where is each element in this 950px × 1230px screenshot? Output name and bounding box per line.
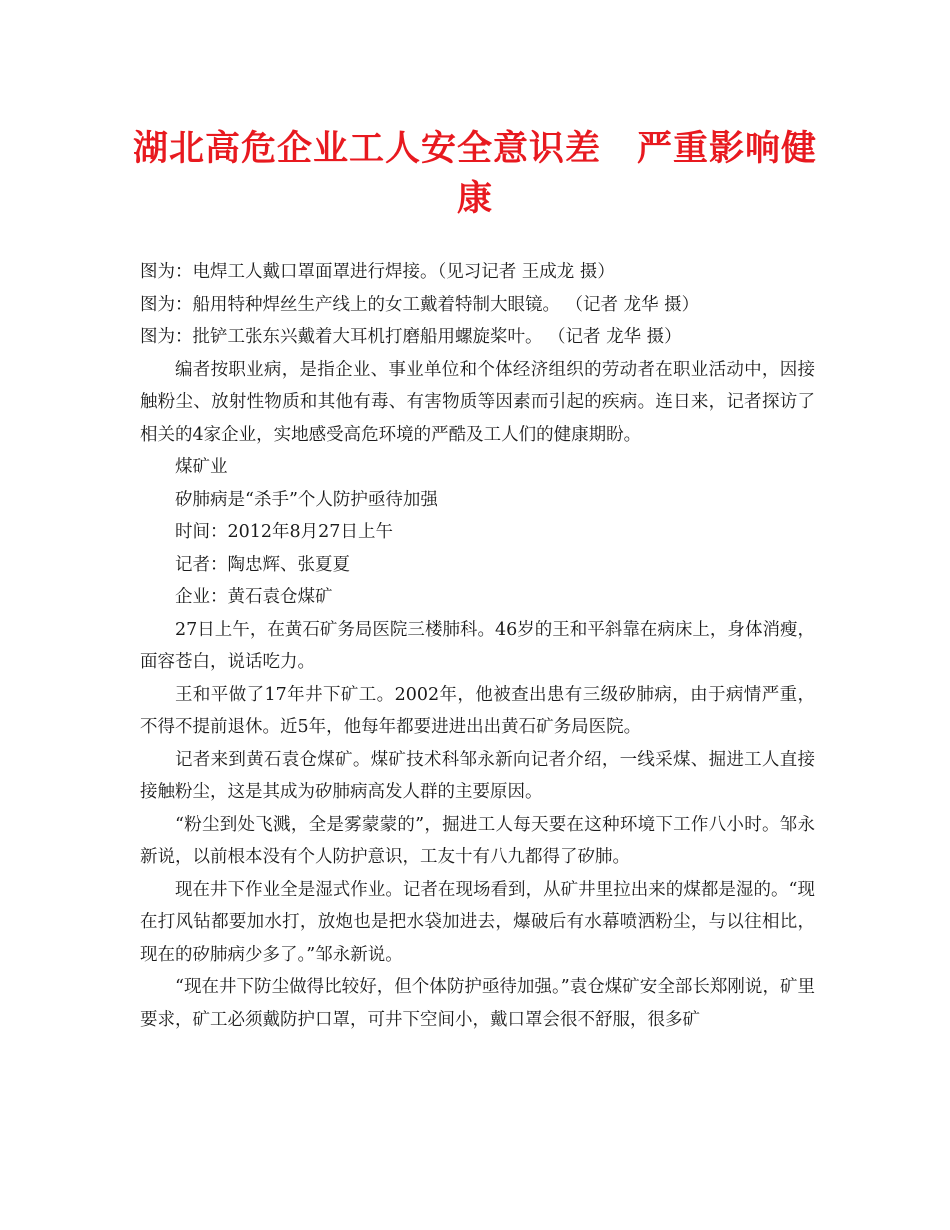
document-title — [120, 124, 830, 224]
body-paragraph: 27日上午，在黄石矿务局医院三楼肺科。46岁的王和平斜靠在病床上，身体消瘦，面容苍白，说话吃力。 — [140, 619, 815, 672]
section-heading-industry: 煤矿业 — [175, 457, 228, 477]
image-caption-3: 图为：批铲工张东兴戴着大耳机打磨船用螺旋桨叶。 （记者 龙华 摄） — [140, 327, 682, 347]
body-paragraph: 记者来到黄石袁仓煤矿。煤矿技术科邹永新向记者介绍，一线采煤、掘进工人直接接触粉尘，这是其成为矽肺病高发人群的主要原因。 — [140, 749, 815, 802]
body-paragraph: 王和平做了17年井下矿工。2002年，他被查出患有三级矽肺病，由于病情严重，不得不提前退休。近5年，他每年都要进进出出黄石矿务局医院。 — [140, 684, 815, 737]
image-caption-2: 图为：船用特种焊丝生产线上的女工戴着特制大眼镜。 （记者 龙华 摄） — [140, 294, 700, 315]
section-subtitle: 矽肺病是“杀手”个人防护亟待加强 — [175, 489, 438, 510]
title-line-1: 湖北高危企业工人安全意识差 严重影响健 — [132, 128, 817, 169]
editor-note-paragraph: 编者按职业病，是指企业、事业单位和个体经济组织的劳动者在职业活动中，因接触粉尘、放射性物质和其他有毒、有害物质等因素而引起的疾病。连日来，记者探访了相关的4家企业，实地感受高危环境的严酷及工人们的健康期盼。 — [140, 359, 815, 445]
body-paragraph: 现在井下作业全是湿式作业。记者在现场看到，从矿井里拉出来的煤都是湿的。“现在打风钻都要加水打，放炮也是把水袋加进去，爆破后有水幕喷洒粉尘，与以往相比，现在的矽肺病少多了。”邹永新说。 — [140, 879, 815, 965]
document-body — [140, 256, 815, 1036]
meta-reporters: 记者：陶忠辉、张夏夏 — [175, 554, 350, 575]
meta-time: 时间：2012年8月27日上午 — [175, 522, 393, 542]
body-paragraph: “现在井下防尘做得比较好，但个体防护亟待加强。”袁仓煤矿安全部长郑刚说，矿里要求，矿工必须戴防护口罩，可井下空间小，戴口罩会很不舒服，很多矿 — [140, 977, 815, 1030]
meta-enterprise: 企业：黄石袁仓煤矿 — [175, 587, 333, 607]
title-line-2: 康 — [456, 178, 493, 219]
image-caption-1: 图为：电焊工人戴口罩面罩进行焊接。（见习记者 王成龙 摄） — [140, 262, 615, 282]
body-paragraph: “粉尘到处飞溅，全是雾蒙蒙的”，掘进工人每天要在这种环境下工作八小时。邹永新说，以前根本没有个人防护意识，工友十有八九都得了矽肺。 — [140, 814, 815, 867]
